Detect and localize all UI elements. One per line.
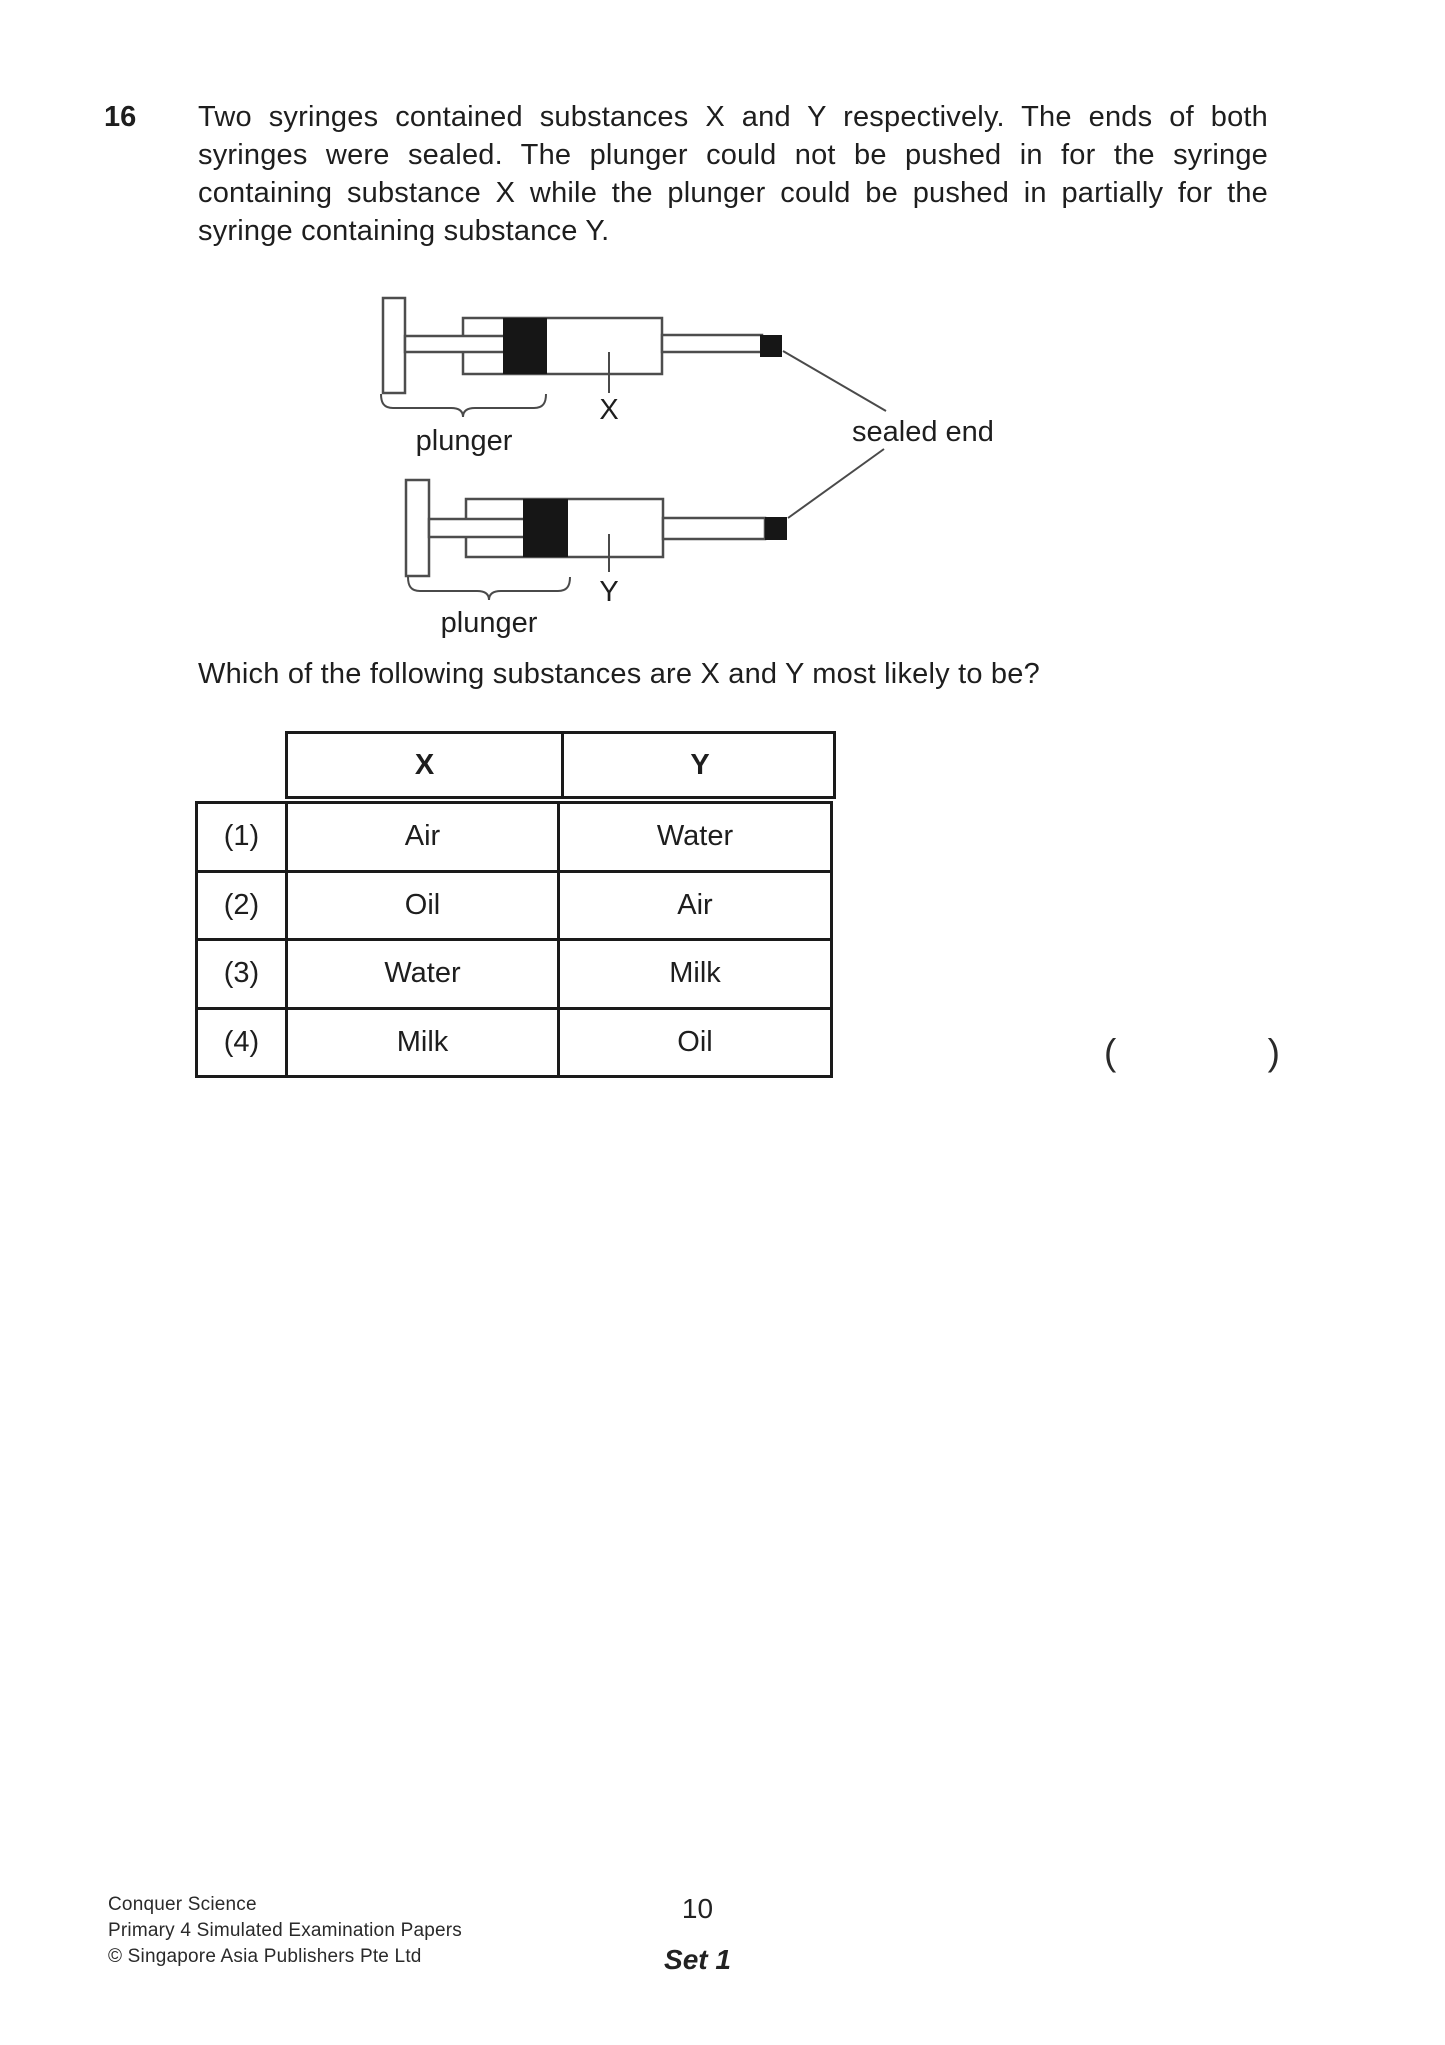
syringe-y-rod bbox=[429, 519, 525, 537]
sealed-end-label: sealed end bbox=[852, 416, 994, 448]
option-2-x: Oil bbox=[287, 871, 559, 940]
option-1-y: Water bbox=[559, 803, 832, 872]
syringe-x-plunger-brace bbox=[381, 394, 546, 417]
syringe-y bbox=[406, 480, 787, 639]
syringe-diagram bbox=[370, 285, 1030, 650]
syringe-x-nozzle bbox=[662, 335, 762, 352]
sealed-end-line-bottom bbox=[788, 449, 884, 518]
table-row-1 bbox=[197, 803, 832, 872]
question-paragraph bbox=[198, 98, 1268, 250]
option-3-y: Milk bbox=[559, 940, 832, 1009]
syringe-x-label: X bbox=[599, 394, 619, 426]
footer-publisher-block bbox=[108, 1892, 462, 1970]
answer-open-paren: ( bbox=[1104, 1032, 1117, 1073]
option-3-label: (3) bbox=[197, 940, 287, 1009]
syringe-y-nozzle bbox=[663, 518, 765, 539]
syringe-x-plunger-seal bbox=[503, 318, 547, 374]
option-2-y: Air bbox=[559, 871, 832, 940]
sealed-end-line-top bbox=[783, 351, 886, 411]
table-header-x: X bbox=[288, 734, 564, 796]
table-row-2 bbox=[197, 871, 832, 940]
syringe-y-plunger-label: plunger bbox=[440, 607, 538, 639]
syringe-y-plunger-seal bbox=[523, 499, 568, 557]
options-table-header bbox=[285, 731, 836, 799]
option-4-label: (4) bbox=[197, 1008, 287, 1077]
syringe-y-handle bbox=[406, 480, 429, 576]
footer-book-title: Primary 4 Simulated Examination Papers bbox=[108, 1920, 462, 1941]
syringe-x-plunger-label: plunger bbox=[415, 425, 513, 457]
question-line-2: syringes were sealed. The plunger could not be pushed in for the syringe bbox=[198, 139, 1268, 171]
footer-page-block bbox=[600, 1894, 795, 1975]
syringe-x bbox=[381, 298, 782, 457]
syringe-y-plunger-brace bbox=[408, 577, 570, 600]
question-line-1: Two syringes contained substances X and Y respectively. The ends of both bbox=[198, 101, 1268, 133]
page-number: 10 bbox=[681, 1893, 714, 1924]
footer-series-title: Conquer Science bbox=[108, 1894, 257, 1915]
syringe-x-handle bbox=[383, 298, 405, 393]
option-3-x: Water bbox=[287, 940, 559, 1009]
syringe-y-label: Y bbox=[599, 576, 619, 608]
option-1-x: Air bbox=[287, 803, 559, 872]
option-4-y: Oil bbox=[559, 1008, 832, 1077]
table-row-4 bbox=[197, 1008, 832, 1077]
option-2-label: (2) bbox=[197, 871, 287, 940]
syringe-x-sealed-tip bbox=[760, 335, 782, 357]
question-line-3: containing substance X while the plunger could be pushed in partially for the bbox=[198, 177, 1268, 209]
option-1-label: (1) bbox=[197, 803, 287, 872]
answer-blank bbox=[1104, 1032, 1280, 1074]
question-number: 16 bbox=[104, 101, 137, 133]
table-header-y: Y bbox=[690, 748, 710, 781]
question-line-4: syringe containing substance Y. bbox=[198, 215, 610, 247]
option-4-x: Milk bbox=[287, 1008, 559, 1077]
footer-copyright: © Singapore Asia Publishers Pte Ltd bbox=[108, 1946, 422, 1967]
set-label: Set 1 bbox=[664, 1944, 731, 1975]
options-table bbox=[195, 801, 833, 1078]
table-row-3 bbox=[197, 940, 832, 1009]
syringe-y-sealed-tip bbox=[765, 517, 787, 540]
syringe-x-rod bbox=[405, 336, 505, 352]
answer-close-paren: ) bbox=[1267, 1032, 1280, 1073]
question-prompt: Which of the following substances are X and Y most likely to be? bbox=[198, 658, 1040, 690]
